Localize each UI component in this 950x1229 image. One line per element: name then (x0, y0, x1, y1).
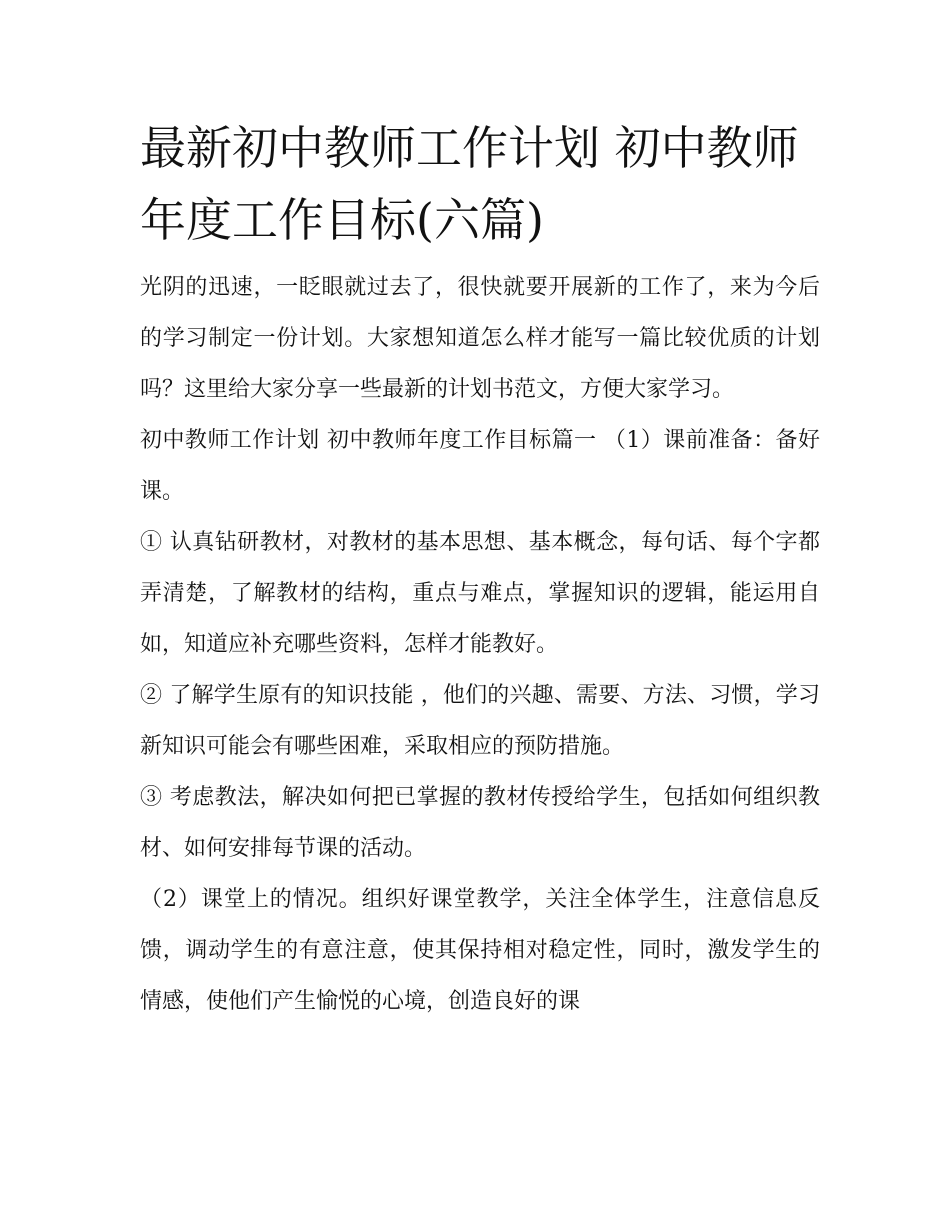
list-item-3: ③ 考虑教法，解决如何把已掌握的教材传授给学生，包括如何组织教材、如何安排每节课的活动。 (140, 785, 820, 861)
document-title: 最新初中教师工作计划 初中教师年度工作目标(六篇) (140, 121, 799, 247)
list-item-2: ② 了解学生原有的知识技能 ，他们的兴趣、需要、方法、习惯，学习新知识可能会有哪些困难，采取相应的预防措施。 (140, 683, 820, 759)
classroom-paragraph: （2）课堂上的情况。组织好课堂教学，关注全体学生，注意信息反馈，调动学生的有意注意，使其保持相对稳定性，同时，激发学生的情感，使他们产生愉悦的心境，创造良好的课 (140, 887, 820, 1014)
document-body (140, 112, 820, 1027)
intro-paragraph: 光阴的迅速，一眨眼就过去了，很快就要开展新的工作了，来为今后的学习制定一份计划。大家想知道怎么样才能写一篇比较优质的计划吗？这里给大家分享一些最新的计划书范文，方便大家学习。 (140, 275, 820, 402)
list-item-1: ① 认真钻研教材，对教材的基本思想、基本概念，每句话、每个字都弄清楚，了解教材的结构，重点与难点，掌握知识的逻辑，能运用自如，知道应补充哪些资料，怎样才能教好。 (140, 530, 820, 657)
section-one-heading-paragraph: 初中教师工作计划 初中教师年度工作目标篇一 （1）课前准备：备好课。 (140, 428, 820, 504)
